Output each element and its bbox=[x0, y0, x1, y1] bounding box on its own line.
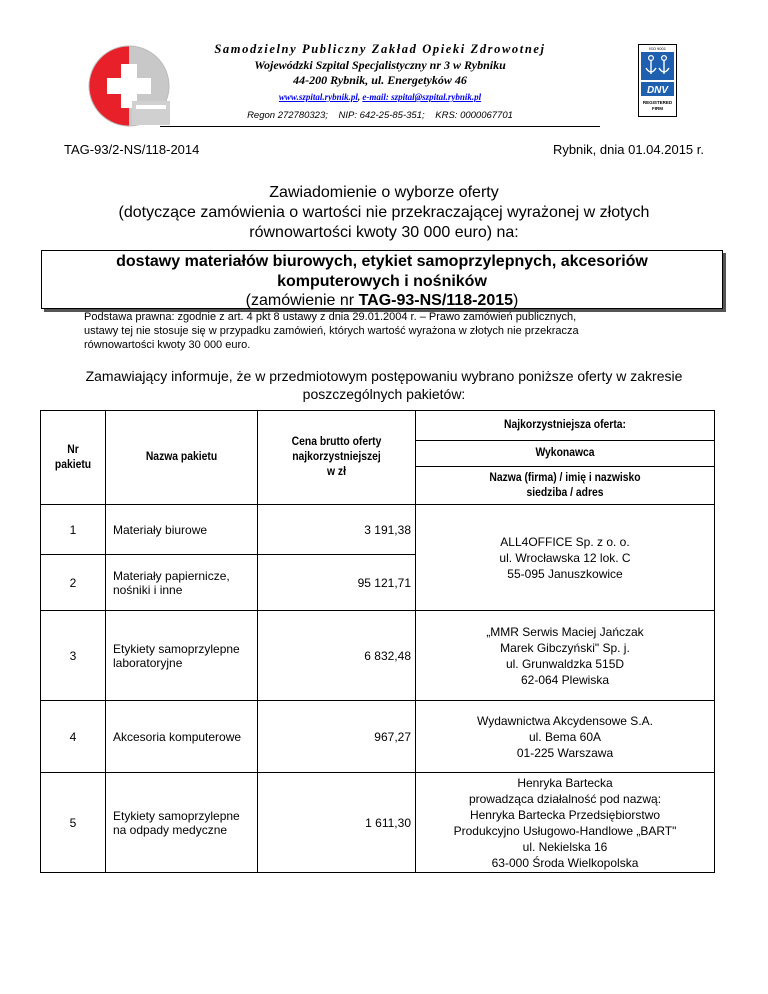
package-name bbox=[106, 555, 258, 611]
legal-basis bbox=[84, 310, 734, 352]
header-nr-line-1: Nr bbox=[67, 443, 79, 456]
package-name-line-1: Akcesoria komputerowe bbox=[113, 729, 242, 744]
document-title bbox=[40, 183, 728, 243]
header-price-line-3: w zł bbox=[327, 466, 346, 478]
package-name-line-2: laboratoryjne bbox=[113, 655, 183, 670]
package-number: 2 bbox=[41, 555, 106, 611]
title-line-2: (dotyczące zamówienia o wartości nie przekraczającej wyrażonej w złotych bbox=[118, 204, 650, 221]
header-firm-line-1: Nazwa (firma) / imię i nazwisko bbox=[489, 471, 641, 484]
header-contractor-label: Wykonawca bbox=[535, 447, 595, 459]
nip-number: NIP: 642-25-85-351; bbox=[338, 110, 425, 121]
cert-registered: REGISTERED bbox=[642, 100, 673, 105]
hospital-address: 44-200 Rybnik, ul. Energetyków 46 bbox=[293, 73, 467, 87]
package-number: 1 bbox=[41, 505, 106, 555]
subject-line-1: dostawy materiałów biurowych, etykiet samoprzylepnych, akcesoriów bbox=[116, 253, 648, 270]
contractor-line: ul. Bema 60A bbox=[528, 729, 602, 744]
header-price-line-2: najkorzystniejszej bbox=[292, 451, 381, 463]
order-number: TAG-93-NS/118-2015 bbox=[358, 292, 514, 309]
intro-text bbox=[40, 367, 728, 403]
order-suffix: ) bbox=[513, 292, 519, 309]
contractor-cell bbox=[416, 505, 715, 611]
subject-line-2: komputerowych i nośników bbox=[277, 273, 487, 290]
offers-table bbox=[40, 410, 715, 873]
contractor-line: ul. Grunwaldzka 515D bbox=[505, 656, 625, 671]
package-name-line-1: Etykiety samoprzylepne bbox=[113, 641, 240, 656]
contractor-line: Wydawnictwa Akcydensowe S.A. bbox=[477, 713, 653, 728]
contractor-line: Henryka Bartecka Przedsiębiorstwo bbox=[469, 807, 661, 822]
intro-line-2: poszczególnych pakietów: bbox=[302, 386, 466, 402]
subject-box bbox=[41, 250, 723, 309]
order-number-line bbox=[42, 291, 722, 310]
package-price: 1 611,30 bbox=[258, 773, 416, 873]
contractor-line: 62-064 Plewiska bbox=[520, 672, 610, 687]
contractor-line: Henryka Bartecka bbox=[517, 775, 613, 790]
header-contractor bbox=[416, 441, 715, 467]
contractor-line: 01-225 Warszawa bbox=[516, 745, 614, 760]
contractor-cell bbox=[416, 701, 715, 773]
package-name-line-1: Etykiety samoprzylepne bbox=[113, 808, 240, 823]
contractor-cell bbox=[416, 773, 715, 873]
package-name-line-2: na odpady medyczne bbox=[113, 822, 228, 837]
table-row bbox=[41, 701, 715, 773]
cert-brand: DNV bbox=[646, 85, 669, 96]
package-name-line-1: Materiały biurowe bbox=[113, 522, 208, 537]
package-number: 3 bbox=[41, 611, 106, 701]
contractor-line: Produkcyjno Usługowo-Handlowe „BART" bbox=[453, 823, 677, 838]
contractor-line: ul. Nekielska 16 bbox=[522, 839, 608, 854]
header-firm bbox=[416, 467, 715, 505]
krs-number: KRS: 0000067701 bbox=[435, 110, 513, 121]
contractor-line: 63-000 Środa Wielkopolska bbox=[491, 855, 639, 870]
contractor-line: Marek Gibczyński" Sp. j. bbox=[500, 640, 630, 655]
table-row bbox=[41, 611, 715, 701]
cert-iso-label: ISO 9001 bbox=[649, 46, 666, 51]
title-line-1: Zawiadomienie o wyborze oferty bbox=[269, 184, 499, 201]
intro-line-1: Zamawiający informuje, że w przedmiotowym postępowaniu wybrano poniższe oferty w zakresie bbox=[85, 368, 683, 384]
package-name bbox=[106, 505, 258, 555]
hospital-name: Samodzielny Publiczny Zakład Opieki Zdrowotnej bbox=[214, 42, 546, 56]
table-header-row bbox=[41, 411, 715, 441]
website-link[interactable]: www.szpital.rybnik.pl bbox=[278, 92, 358, 102]
legal-basis-line-3: równowartości kwoty 30 000 euro. bbox=[84, 339, 251, 351]
header-nr-line-2: pakietu bbox=[54, 458, 92, 471]
header-nr bbox=[41, 411, 106, 505]
registry-numbers bbox=[160, 110, 600, 121]
package-price: 967,27 bbox=[258, 701, 416, 773]
package-name bbox=[106, 701, 258, 773]
cert-firm: FIRM bbox=[652, 106, 663, 111]
header-package-name bbox=[106, 411, 258, 505]
contractor-line: prowadząca działalność pod nazwą: bbox=[468, 791, 662, 806]
header-price bbox=[258, 411, 416, 505]
contractor-line: „MMR Serwis Maciej Jańczak bbox=[486, 624, 644, 639]
header-firm-line-2: siedziba / adres bbox=[526, 486, 604, 499]
contractor-line: 55-095 Januszkowice bbox=[507, 566, 623, 581]
header-best-offer bbox=[416, 411, 715, 441]
package-number: 4 bbox=[41, 701, 106, 773]
package-name bbox=[106, 773, 258, 873]
order-prefix: (zamówienie nr bbox=[245, 292, 359, 309]
package-price: 6 832,48 bbox=[258, 611, 416, 701]
dnv-certification-badge bbox=[638, 44, 677, 117]
package-number: 5 bbox=[41, 773, 106, 873]
header-best-offer-label: Najkorzystniejsza oferta: bbox=[504, 419, 626, 431]
contact-links: www.szpital.rybnik.pl, e-mail: szpital@szpital.rybnik.pl bbox=[278, 92, 482, 102]
hospital-subtitle: Wojewódzki Szpital Specjalistyczny nr 3 w Rybniku bbox=[254, 58, 506, 72]
header-price-line-1: Cena brutto oferty bbox=[291, 436, 382, 448]
contractor-line: ul. Wrocławska 12 lok. C bbox=[499, 550, 631, 565]
contractor-line: ALL4OFFICE Sp. z o. o. bbox=[500, 534, 630, 549]
table-row bbox=[41, 505, 715, 555]
package-price: 95 121,71 bbox=[258, 555, 416, 611]
regon-number: Regon 272780323; bbox=[247, 110, 328, 121]
package-price: 3 191,38 bbox=[258, 505, 416, 555]
table-row bbox=[41, 773, 715, 873]
email-link[interactable]: e-mail: szpital@szpital.rybnik.pl bbox=[362, 92, 482, 102]
legal-basis-line-1: Podstawa prawna: zgodnie z art. 4 pkt 8 ustawy z dnia 29.01.2004 r. – Prawo zamówień publicznych, bbox=[84, 311, 577, 323]
package-name bbox=[106, 611, 258, 701]
place-and-date: Rybnik, dnia 01.04.2015 r. bbox=[552, 142, 704, 157]
legal-basis-line-2: ustawy tej nie stosuje się w przypadku zamówień, których wartość wyrażona w złotych nie przekracza bbox=[84, 325, 579, 337]
contractor-cell bbox=[416, 611, 715, 701]
header-package-name-label: Nazwa pakietu bbox=[145, 451, 218, 463]
package-name-line-2: nośniki i inne bbox=[113, 582, 183, 597]
title-line-3: równowartości kwoty 30 000 euro) na: bbox=[249, 224, 519, 241]
document-reference: TAG-93/2-NS/118-2014 bbox=[64, 142, 200, 157]
package-name-line-1: Materiały papiernicze, bbox=[113, 568, 230, 583]
header-divider bbox=[160, 126, 600, 127]
